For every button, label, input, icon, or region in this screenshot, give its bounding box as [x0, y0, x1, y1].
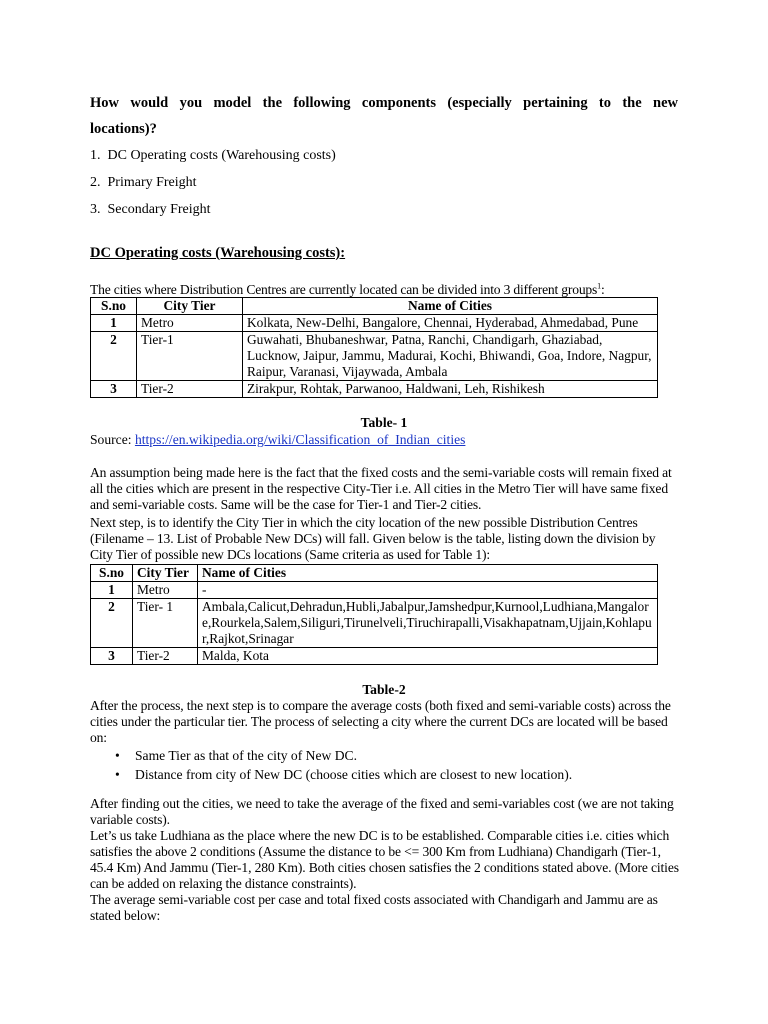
component-label: Primary Freight: [107, 175, 197, 190]
paragraph-final: The average semi-variable cost per case and total fixed costs associated with Chandigarh and Jammu are as stated below:: [90, 892, 658, 923]
section-heading: DC Operating costs (Warehousing costs):: [90, 245, 346, 261]
component-item: [90, 175, 197, 191]
intro-sentence: The cities where Distribution Centres are currently located can be divided into 3 different groups: [90, 282, 598, 297]
cell-city-tier: Tier- 1: [133, 599, 198, 648]
header-city-tier: City Tier: [137, 298, 243, 315]
criteria-text: Distance from city of New DC (choose cities which are closest to new location).: [135, 767, 573, 782]
table-row: [91, 381, 658, 398]
component-label: Secondary Freight: [107, 202, 211, 217]
header-city-tier: City Tier: [133, 565, 198, 582]
source-label: Source:: [90, 432, 135, 447]
header-name-of-cities: Name of Cities: [198, 565, 658, 582]
cell-city-tier: Tier-2: [137, 381, 243, 398]
bullet-icon: •: [115, 767, 120, 782]
cell-city-tier: Tier-2: [133, 648, 198, 665]
intro-text: [90, 282, 605, 298]
list-item: [112, 765, 572, 784]
cell-cities: Malda, Kota: [198, 648, 658, 665]
cell-city-tier: Tier-1: [137, 332, 243, 381]
question-line-2: locations)?: [90, 121, 157, 137]
table-2-caption: Table-2: [362, 682, 406, 697]
table-row: [91, 648, 658, 665]
table-row: [91, 315, 658, 332]
table-row: [91, 332, 658, 381]
cell-sno: 3: [91, 381, 137, 398]
cell-city-tier: Metro: [137, 315, 243, 332]
cell-sno: 2: [91, 599, 133, 648]
cell-cities: -: [198, 582, 658, 599]
table-row: [91, 582, 658, 599]
paragraph-assumption: An assumption being made here is the fact that the fixed costs and the semi-variable costs will remain fixed at all the cities which are present in the respective City-Tier i.e. All cities in the Metro Tier will have same fixed and semi-variable costs. Same will be the case for Tier-1 and Tier-2 cities.: [90, 465, 672, 512]
table-1-caption: Table- 1: [360, 415, 408, 430]
footnote-marker: 1: [597, 281, 601, 291]
cell-cities: Zirakpur, Rohtak, Parwanoo, Haldwani, Leh, Rishikesh: [243, 381, 658, 398]
cell-sno: 2: [91, 332, 137, 381]
cell-cities: Kolkata, New-Delhi, Bangalore, Chennai, Hyderabad, Ahmedabad, Pune: [243, 315, 658, 332]
header-sno: S.no: [91, 298, 137, 315]
source-line: [90, 432, 465, 448]
table-header-row: [91, 298, 658, 315]
table-header-row: [91, 565, 658, 582]
component-label: DC Operating costs (Warehousing costs): [107, 148, 336, 163]
table-1: [90, 297, 658, 398]
cell-sno: 3: [91, 648, 133, 665]
cell-sno: 1: [91, 582, 133, 599]
component-item: [90, 202, 211, 218]
paragraph-process: After the process, the next step is to compare the average costs (both fixed and semi-variable costs) across the cities under the particular tier. The process of selecting a city where the current DCs are located will be based on:: [90, 698, 671, 745]
table-2: [90, 564, 658, 665]
criteria-text: Same Tier as that of the city of New DC.: [135, 748, 357, 763]
cell-cities: Guwahati, Bhubaneshwar, Patna, Ranchi, Chandigarh, Ghaziabad, Lucknow, Jaipur, Jammu, Madurai, Kochi, Bhiwandi, Goa, Indore, Nagpur, Raipur, Varanasi, Vijaywada, Ambala: [243, 332, 658, 381]
criteria-list: [112, 746, 572, 784]
cell-city-tier: Metro: [133, 582, 198, 599]
intro-suffix: :: [600, 282, 605, 297]
paragraph-next-step: Next step, is to identify the City Tier in which the city location of the new possible Distribution Centres (Filename – 13. List of Probable New DCs) will fall. Given below is the table, listing down the division by City Tier of possible new DCs locations (Same criteria as used for Table 1):: [90, 515, 656, 562]
source-link[interactable]: https://en.wikipedia.org/wiki/Classification_of_Indian_cities: [134, 432, 466, 447]
cell-cities: Ambala,Calicut,Dehradun,Hubli,Jabalpur,Jamshedpur,Kurnool,Ludhiana,Mangalore,Rourkela,Salem,Siliguri,Tirunelveli,Tiruchirapalli,Visakhapatnam,Ujjain,Kohlapur,Rajkot,Srinagar: [198, 599, 658, 648]
header-sno: S.no: [91, 565, 133, 582]
component-number: 3.: [90, 202, 101, 217]
list-item: [112, 746, 572, 765]
component-number: 1.: [90, 148, 101, 163]
component-number: 2.: [90, 175, 101, 190]
component-item: [90, 148, 336, 164]
paragraph-average: After finding out the cities, we need to take the average of the fixed and semi-variables cost (we are not taking variable costs).: [90, 796, 674, 827]
header-name-of-cities: Name of Cities: [243, 298, 658, 315]
bullet-icon: •: [115, 748, 120, 763]
paragraph-ludhiana: Let’s us take Ludhiana as the place where the new DC is to be established. Comparable cities i.e. cities which satisfies the above 2 conditions (Assume the distance to be <= 300 Km from Ludhiana) Chandigarh (Tier-1, 45.4 Km) And Jammu (Tier-1, 280 Km). Both cities chosen satisfies the 2 conditions stated above. (More cities can be added on relaxing the distance constraints).: [90, 828, 679, 891]
question-line-1: How would you model the following components (especially pertaining to the new: [90, 95, 678, 111]
table-row: [91, 599, 658, 648]
cell-sno: 1: [91, 315, 137, 332]
